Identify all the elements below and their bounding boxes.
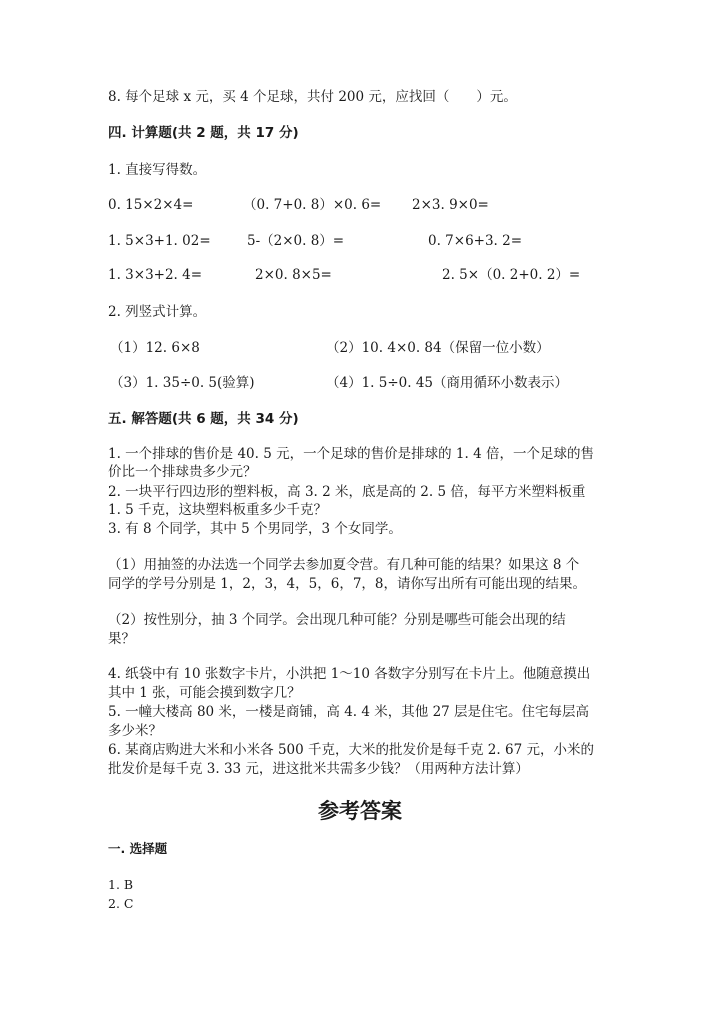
calc-cell: 2. 5×（0. 2+0. 2）= bbox=[442, 267, 581, 283]
calc-q1-title: 1. 直接写得数。 bbox=[108, 162, 207, 178]
calc-cell: 1. 5×3+1. 02= bbox=[108, 233, 211, 249]
vertical-calc-item: （4）1. 5÷0. 45（商用循环小数表示） bbox=[326, 375, 569, 391]
answer-item: 2. C bbox=[108, 896, 134, 911]
calc-cell: 0. 15×2×4= bbox=[108, 197, 194, 213]
problem-line: 5. 一幢大楼高 80 米，一楼是商铺，高 4. 4 米，其他 27 层是住宅。住宅每层高 bbox=[108, 704, 590, 720]
calc-cell: 5-（2×0. 8）= bbox=[247, 233, 345, 249]
problem-line: 多少米？ bbox=[108, 723, 162, 739]
vertical-calc-item: （3）1. 35÷0. 5(验算) bbox=[110, 375, 255, 391]
problem-line: 同学的学号分别是 1，2，3，4，5，6，7，8，请你写出所有可能出现的结果。 bbox=[108, 576, 587, 592]
calc-cell: 2×3. 9×0= bbox=[412, 197, 489, 213]
section-4-heading: 四. 计算题(共 2 题，共 17 分) bbox=[108, 125, 299, 141]
calc-cell: 1. 3×3+2. 4= bbox=[108, 267, 203, 283]
problem-line: 2. 一块平行四边形的塑料板，高 3. 2 米，底是高的 2. 5 倍，每平方米塑料板重 bbox=[108, 484, 586, 500]
problem-line: （2）按性别分，抽 3 个同学。会出现几种可能？分别是哪些可能会出现的结 bbox=[108, 612, 566, 628]
problem-line: 批发价是每千克 3. 33 元，进这批米共需多少钱？（用两种方法计算） bbox=[108, 761, 529, 777]
calc-cell: （0. 7+0. 8）×0. 6= bbox=[243, 197, 382, 213]
problem-line: 4. 纸袋中有 10 张数字卡片，小洪把 1～10 各数字分别写在卡片上。他随意摸出 bbox=[108, 666, 591, 682]
problem-line: 1. 5 千克，这块塑料板重多少千克？ bbox=[108, 502, 328, 518]
vertical-calc-item: （1）12. 6×8 bbox=[110, 340, 200, 356]
problem-line: 3. 有 8 个同学，其中 5 个男同学，3 个女同学。 bbox=[108, 521, 402, 537]
vertical-calc-item: （2）10. 4×0. 84（保留一位小数） bbox=[326, 340, 550, 356]
problem-line: 1. 一个排球的售价是 40. 5 元，一个足球的售价是排球的 1. 4 倍，一个足球的售 bbox=[108, 446, 594, 462]
answer-item: 1. B bbox=[108, 877, 134, 892]
problem-line: 果？ bbox=[108, 631, 135, 647]
answers-title: 参考答案 bbox=[318, 799, 402, 823]
calc-q2-title: 2. 列竖式计算。 bbox=[108, 304, 207, 320]
section-5-heading: 五. 解答题(共 6 题，共 34 分) bbox=[108, 411, 299, 427]
problem-line: 6. 某商店购进大米和小米各 500 千克，大米的批发价是每千克 2. 67 元，小米的 bbox=[108, 742, 594, 758]
problem-line: （1）用抽签的办法选一个同学去参加夏令营。有几种可能的结果？如果这 8 个 bbox=[108, 557, 580, 573]
problem-line: 价比一个排球贵多少元？ bbox=[108, 464, 257, 480]
calc-cell: 2×0. 8×5= bbox=[255, 267, 332, 283]
answers-section-1: 一. 选择题 bbox=[108, 841, 168, 856]
problem-line: 其中 1 张，可能会摸到数字几？ bbox=[108, 685, 301, 701]
question-8: 8. 每个足球 x 元，买 4 个足球，共付 200 元，应找回（ ）元。 bbox=[108, 89, 517, 105]
calc-cell: 0. 7×6+3. 2= bbox=[428, 233, 523, 249]
